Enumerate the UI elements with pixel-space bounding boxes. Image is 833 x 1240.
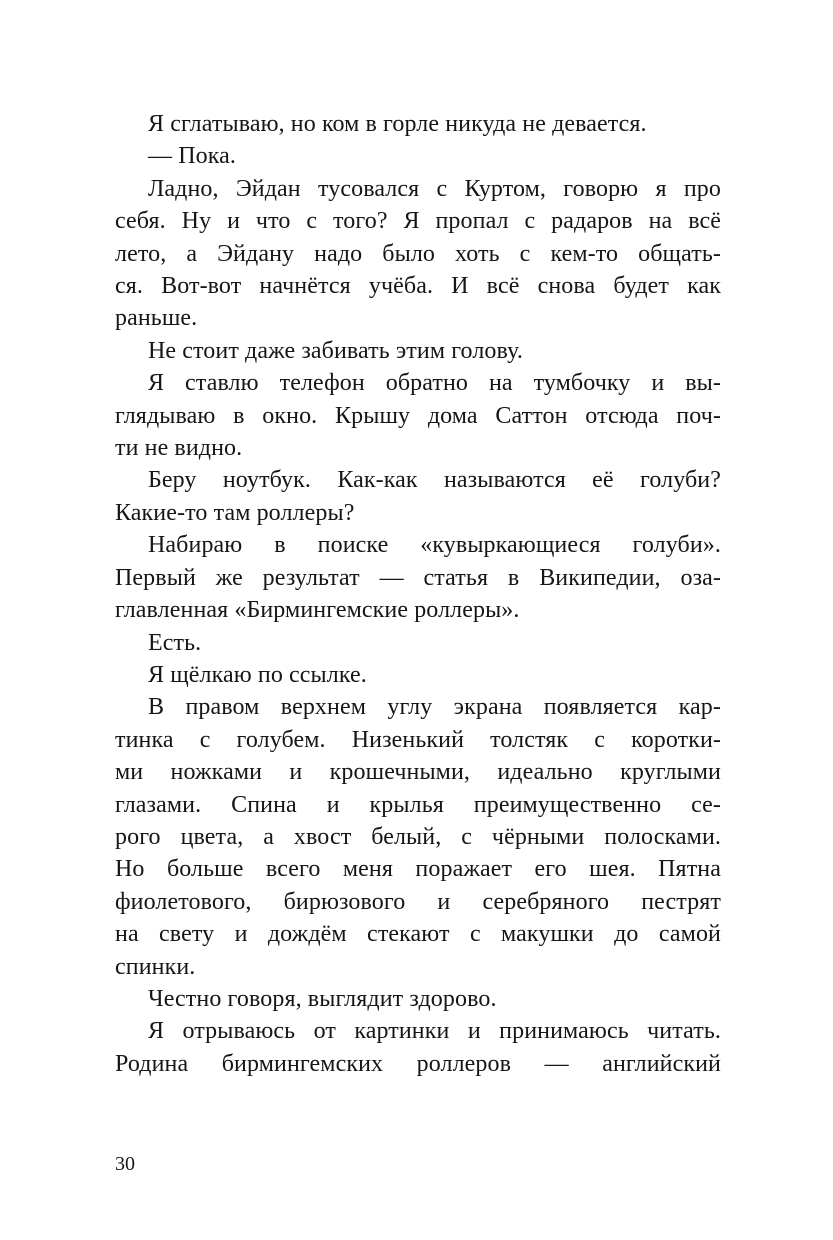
text-line: Не стоит даже забивать этим голову. xyxy=(148,337,523,364)
paragraph xyxy=(115,983,721,1015)
text-line: Есть. xyxy=(148,629,202,656)
paragraph xyxy=(115,367,721,464)
paragraph xyxy=(115,529,721,626)
paragraph xyxy=(115,691,721,983)
text-line: Честно говоря, выглядит здорово. xyxy=(148,985,497,1012)
paragraph xyxy=(115,173,721,335)
text-line: Какие-то там роллеры? xyxy=(115,499,355,526)
text-line: В правом верхнем углу экрана появляется кар- xyxy=(148,694,721,721)
text-line: Первый же результат — статья в Википедии, оза- xyxy=(115,564,721,591)
paragraph xyxy=(115,140,721,172)
text-line: раньше. xyxy=(115,305,198,332)
text-block xyxy=(115,108,721,1080)
text-line: ти не видно. xyxy=(115,435,243,462)
text-line: на свету и дождём стекают с макушки до самой xyxy=(115,921,721,948)
text-line: ми ножками и крошечными, идеально круглыми xyxy=(115,759,721,786)
text-line: Я сглатываю, но ком в горле никуда не девается. xyxy=(148,111,647,137)
paragraph xyxy=(115,108,721,140)
text-line: глазами. Спина и крылья преимущественно се- xyxy=(115,791,721,818)
paragraph xyxy=(115,464,721,529)
text-line: фиолетового, бирюзового и серебряного пестрят xyxy=(115,888,721,915)
paragraph xyxy=(115,335,721,367)
text-line: Набираю в поиске «кувыркающиеся голуби». xyxy=(148,532,721,559)
text-line: тинка с голубем. Низенький толстяк с коротки- xyxy=(115,726,721,753)
text-line: спинки. xyxy=(115,953,196,980)
paragraph xyxy=(115,1015,721,1080)
text-line: рого цвета, а хвост белый, с чёрными полосками. xyxy=(115,823,721,850)
text-line: Ладно, Эйдан тусовался с Куртом, говорю я про xyxy=(148,175,721,202)
page-number: 30 xyxy=(115,1153,135,1175)
text-line: Я щёлкаю по ссылке. xyxy=(148,661,367,688)
text-line: главленная «Бирмингемские роллеры». xyxy=(115,597,520,624)
text-line: Беру ноутбук. Как-как называются её голуби? xyxy=(148,467,721,494)
text-line: Но больше всего меня поражает его шея. Пятна xyxy=(115,856,721,883)
text-line: Родина бирмингемских роллеров — английский xyxy=(115,1050,721,1077)
text-line: лето, а Эйдану надо было хоть с кем-то общать- xyxy=(115,240,721,267)
paragraph xyxy=(115,659,721,691)
text-line: Я отрываюсь от картинки и принимаюсь читать. xyxy=(148,1018,721,1045)
text-line: Я ставлю телефон обратно на тумбочку и вы- xyxy=(148,370,721,397)
text-line: глядываю в окно. Крышу дома Саттон отсюда поч- xyxy=(115,402,721,429)
text-line: — Пока. xyxy=(148,143,236,170)
text-line: себя. Ну и что с того? Я пропал с радаров на всё xyxy=(115,208,721,235)
text-line: ся. Вот-вот начнётся учёба. И всё снова будет как xyxy=(115,273,721,300)
paragraph xyxy=(115,627,721,659)
